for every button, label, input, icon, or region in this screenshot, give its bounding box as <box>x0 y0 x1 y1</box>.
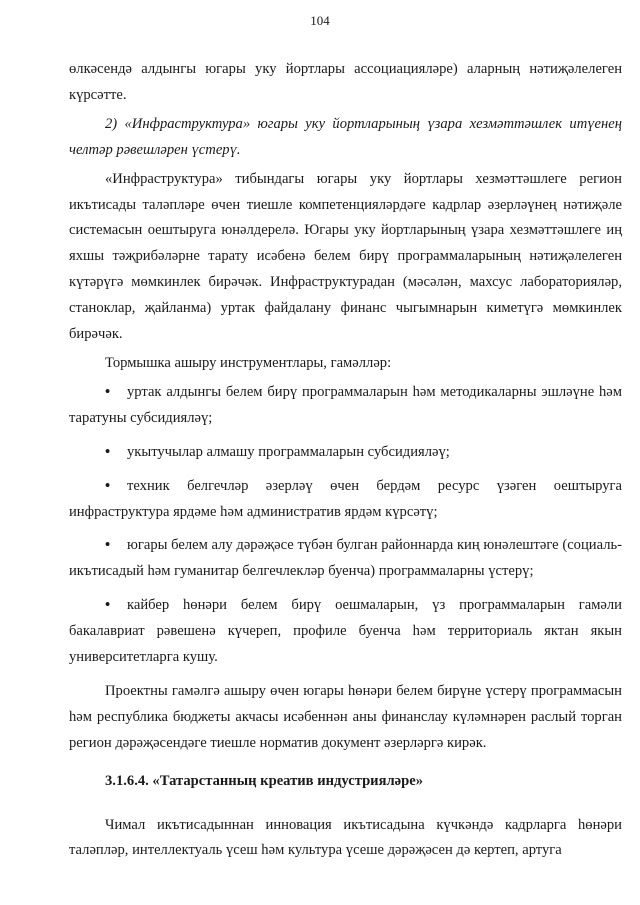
bullet-marker: • <box>105 477 111 494</box>
page-number: 104 <box>310 13 330 28</box>
page-content <box>69 57 622 864</box>
paragraph-infrastructure-body: «Инфраструктура» тибындагы югары уку йортлары хезмәттәшлеге регион икътисады таләпләре өчен тиешле компетенцияләрдәге кадрлар әзерләүнең нәтиҗәле системасын оештыруга юнәлдерелә. Югары уку йортларының үзара хезмәттәшлеге иң яхшы тәҗрибәләрне тарату исәбенә белем бирү программаларының нәтиҗәлелеген күтәрүгә мөмкинлек бирәчәк. Инфраструктурадан (мәсәлән, махсус лабораторияләр, станоклар, җайланма) уртак файдалану финанс чыгымнарын киметүгә мөмкинлек бирәчәк. <box>69 170 622 343</box>
bullet-text: югары белем алу дәрәҗәсе түбән булган районнарда киң юнәлештәге (социаль-икътисадый һәм гуманитар белгечлекләр буенча) программаларны үстерү; <box>69 537 622 580</box>
bullet-item <box>69 380 622 432</box>
bullet-text: уртак алдынгы белем бирү программаларын һәм методикаларны эшләүне һәм таратуны субсидияләү; <box>69 383 622 426</box>
paragraph-tools-intro: Тормышка ашыру инструментлары, гамәлләр: <box>105 354 392 371</box>
bullet-marker: • <box>105 383 111 400</box>
bullet-marker: • <box>105 597 111 614</box>
bullet-text: кайбер һөнәри белем бирү оешмаларын, үз программаларын гамәли бакалавриат рәвешенә күчереп, профиле буенча һәм территориаль яктан якын университетларга кушу. <box>69 597 622 666</box>
paragraph-infrastructure-heading: 2) «Инфраструктура» югары уку йортларының үзара хезмәттәшлек итүенең челтәр рәвешләрен үстерү. <box>69 115 622 158</box>
bullet-item <box>69 533 622 585</box>
section-heading: 3.1.6.4. «Татарстанның креатив индустрияләре» <box>105 772 424 789</box>
paragraph-continuation: өлкәсендә алдынгы югары уку йортлары ассоциацияләре) аларның нәтиҗәлелеген күрсәтте. <box>69 61 622 103</box>
bullet-marker: • <box>105 443 111 460</box>
paragraph-creative-industries: Чимал икътисадыннан инновация икътисадына күчкәндә кадрларга һөнәри таләпләр, интеллектуаль үсеш һәм культура үсеше дәрәҗәсен дә кертеп, артуга <box>69 816 622 859</box>
bullet-item <box>69 593 622 671</box>
bullet-marker: • <box>105 537 111 554</box>
paragraph-project-implementation: Проектны гамәлгә ашыру өчен югары һөнәри белем бирүне үстерү программасын һәм республика бюджеты акчасы исәбеннән аны финанслау күләмнәрен раслый торган регион дәрәҗәсендәге тиешле норматив документ әзерләргә кирәк. <box>69 682 622 751</box>
bullet-text: укытучылар алмашу программаларын субсидияләү; <box>127 443 450 460</box>
bullet-item <box>69 474 622 526</box>
bullet-text: техник белгечләр әзерләү өчен бердәм ресурс үзәген оештыруга инфраструктура ярдәме һәм административ ярдәм күрсәтү; <box>69 477 622 520</box>
bullet-item <box>69 440 622 466</box>
